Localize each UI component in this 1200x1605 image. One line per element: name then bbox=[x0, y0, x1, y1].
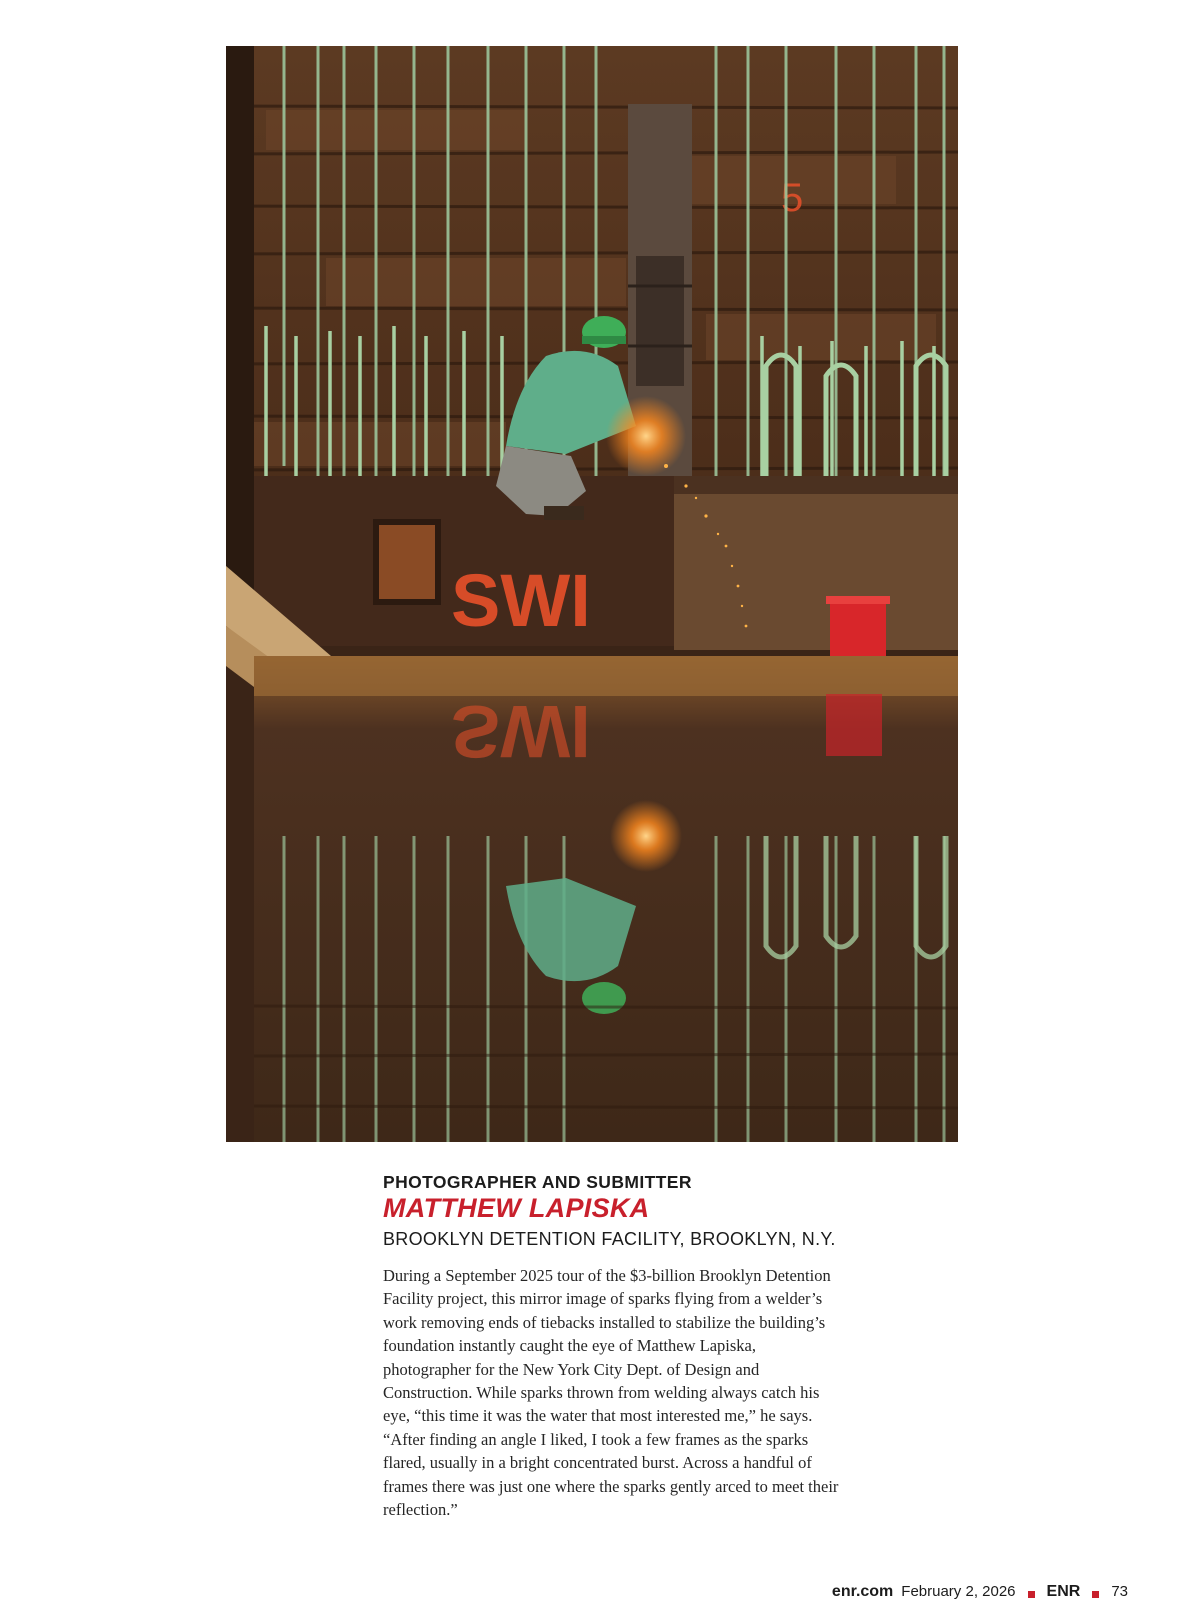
photographer-name: MATTHEW LAPISKA bbox=[383, 1193, 650, 1223]
footer-date: February 2, 2026 bbox=[901, 1583, 1016, 1600]
svg-text:SWI: SWI bbox=[451, 559, 591, 642]
welder-reflection-photo bbox=[226, 46, 958, 1142]
photo-caption bbox=[383, 1172, 843, 1521]
caption-kicker: PHOTOGRAPHER AND SUBMITTER bbox=[383, 1172, 692, 1192]
caption-body: During a September 2025 tour of the $3-billion Brooklyn Detention Facility project, this mirror image of sparks flying from a welder’s work removing ends of tiebacks installed to stabilize the building’s foundation instantly caught the eye of Matthew Lapiska, photographer for the New York City Dept. of Design and Construction. While sparks thrown from welding always catch his eye, “this time it was the water that most interested me,” he says. “After finding an angle I liked, I took a few frames as the sparks flared, usually in a bright concentrated burst. Across a handful of frames there was just one where the sparks gently arced to meet their reflection.” bbox=[383, 1266, 839, 1520]
feature-photo bbox=[226, 46, 958, 1142]
svg-text:5: 5 bbox=[781, 176, 804, 220]
svg-text:SWI: SWI bbox=[451, 690, 591, 773]
footer-site[interactable]: enr.com bbox=[831, 1583, 894, 1600]
page-number: 73 bbox=[1111, 1583, 1128, 1600]
separator-square-icon bbox=[1092, 1591, 1099, 1598]
page-footer bbox=[832, 1583, 1128, 1605]
separator-square-icon bbox=[1028, 1591, 1035, 1598]
footer-brand: ENR bbox=[1046, 1583, 1081, 1600]
photo-location: BROOKLYN DETENTION FACILITY, BROOKLYN, N.Y. bbox=[383, 1229, 836, 1249]
